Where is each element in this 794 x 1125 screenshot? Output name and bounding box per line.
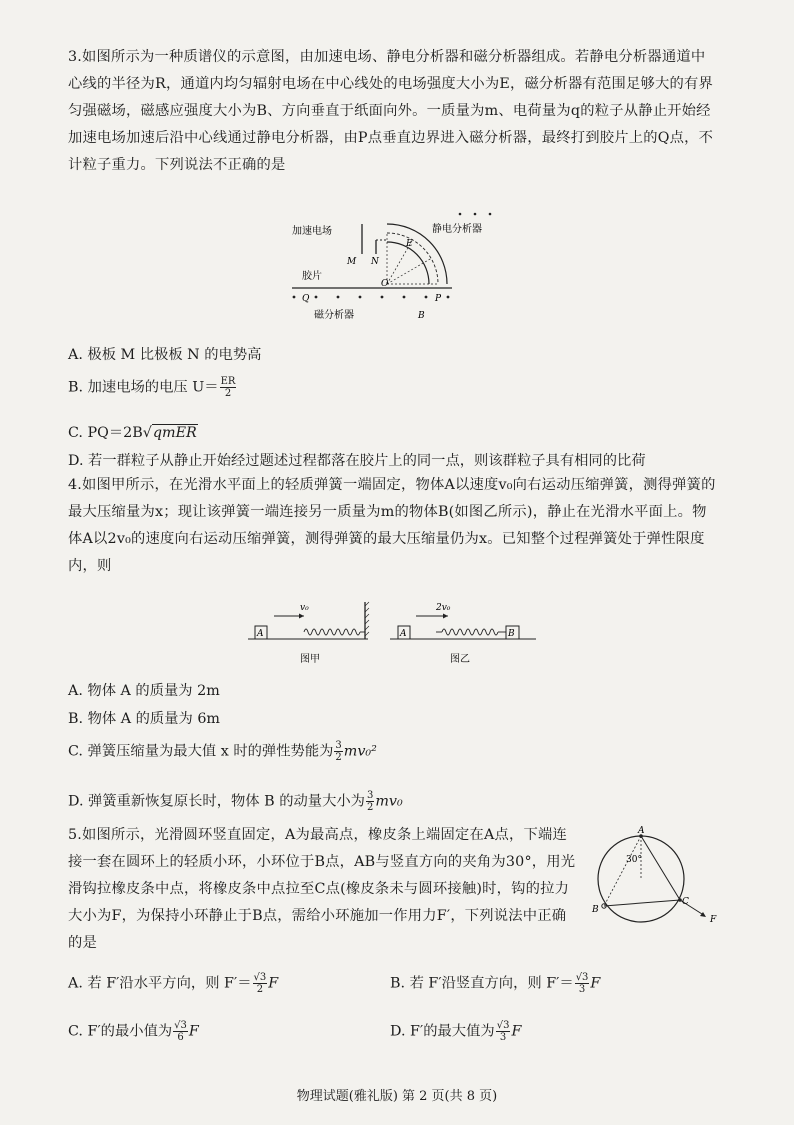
label-C: C <box>682 897 689 907</box>
q5-option-d-suffix: F <box>511 1023 522 1040</box>
q5-option-d-fraction <box>496 1020 511 1043</box>
fraction-denominator: 3 <box>578 984 586 995</box>
accel-label: 加速电场 <box>292 226 332 237</box>
q4-option-d-suffix: mv₀ <box>375 793 403 810</box>
label-N: N <box>371 257 379 267</box>
fraction-numerator: 3 <box>366 790 374 801</box>
q4-stem: 4.如图甲所示，在光滑水平面上的轻质弹簧一端固定，物体A以速度v₀向右运动压缩弹簧，测得弹簧的最大压缩量为x；现让该弹簧一端连接另一质量为m的物体B(如图乙所示)，静止在光滑水平面上。物体A以2v₀的速度向右运动压缩弹簧，测得弹簧的最大压缩量仍为x。已知整个过程弹簧处于弹性限度内，则 <box>68 477 716 574</box>
fraction-denominator: 6 <box>177 1032 184 1043</box>
fraction-denominator: 2 <box>335 752 342 763</box>
q5-option-c-text: C. F′的最小值为 <box>68 1023 173 1040</box>
q5-option-b-suffix: F <box>590 975 601 992</box>
q4-option-c-fraction <box>334 740 342 763</box>
fig-b-caption: 图乙 <box>450 654 470 665</box>
q5-option-b <box>390 972 600 995</box>
fraction-numerator: ER <box>220 376 236 387</box>
fraction-denominator: 2 <box>224 388 232 399</box>
q4-option-c-suffix: mv₀² <box>343 743 377 760</box>
film-label: 胶片 <box>302 271 322 282</box>
fig-b-label-A: A <box>400 629 407 639</box>
q3-stem: 3.如图所示为一种质谱仪的示意图，由加速电场、静电分析器和磁分析器组成。若静电分析器通道中心线的半径为R，通道内均匀辐射电场在中心线处的电场强度大小为E，磁分析器有范围足够大的有界匀强磁场，磁感应强度大小为B、方向垂直于纸面向外。一质量为m、电荷量为q的粒子从静止开始经加速电场加速后沿中心线通过静电分析器，由P点垂直边界进入磁分析器，最终打到胶片上的Q点，不计粒子重力。下列说法不正确的是 <box>68 49 714 173</box>
page-footer: 物理试题(雅礼版) 第 2 页(共 8 页) <box>296 1089 498 1104</box>
q5-figure <box>586 822 726 927</box>
q4-option-b: B. 物体 A 的质量为 6m <box>68 711 220 727</box>
fraction-numerator: √3 <box>253 972 267 983</box>
fraction-denominator: 2 <box>256 984 264 995</box>
fig-a-label-A: A <box>257 629 264 639</box>
q3-option-c-text: C. PQ＝2B <box>68 425 143 441</box>
fig-a-caption: 图甲 <box>300 654 320 665</box>
radicand: qmER <box>152 425 197 441</box>
fig-b-velocity: 2v₀ <box>436 603 451 613</box>
fraction-denominator: 2 <box>366 802 374 813</box>
q4-option-d-fraction <box>366 790 374 813</box>
label-E: E <box>406 239 413 249</box>
label-M: M <box>347 257 357 267</box>
q4-option-d <box>68 790 403 813</box>
q5-option-b-fraction <box>575 972 590 995</box>
q4-figure <box>248 594 538 666</box>
label-A: A <box>638 826 645 836</box>
fraction-numerator: 3 <box>335 740 342 751</box>
q5-option-c <box>68 1020 199 1043</box>
label-Q: Q <box>302 294 310 304</box>
fig-a-velocity: v₀ <box>300 603 309 613</box>
angle-label: 30° <box>626 855 642 865</box>
q3-option-a: A. 极板 M 比极板 N 的电势高 <box>68 347 262 363</box>
q5-option-c-suffix: F <box>188 1023 199 1040</box>
q3-option-b-fraction <box>220 376 237 399</box>
electro-label: 静电分析器 <box>432 224 482 235</box>
q5-option-d <box>390 1020 521 1043</box>
q5-option-a-text: A. 若 F′沿水平方向，则 F′＝ <box>68 975 252 992</box>
q3-figure <box>282 212 512 327</box>
q3-option-b <box>68 376 237 399</box>
q5-option-b-text: B. 若 F′沿竖直方向，则 F′＝ <box>390 975 574 992</box>
fraction-denominator: 3 <box>499 1032 507 1043</box>
q5-option-a-suffix: F <box>268 975 279 992</box>
q5-option-a-fraction <box>253 972 268 995</box>
label-O: O <box>381 279 389 289</box>
q3-option-b-text: B. 加速电场的电压 U＝ <box>68 379 219 396</box>
label-F: F <box>710 915 717 925</box>
q4-option-d-text: D. 弹簧重新恢复原长时，物体 B 的动量大小为 <box>68 793 365 810</box>
q4-option-a: A. 物体 A 的质量为 2m <box>68 683 220 699</box>
q5-option-a <box>68 972 278 995</box>
q5-option-d-text: D. F′的最大值为 <box>390 1023 495 1040</box>
q4-option-c-text: C. 弹簧压缩量为最大值 x 时的弹性势能为 <box>68 743 334 760</box>
label-B: B <box>592 905 599 915</box>
fig-b-label-B: B <box>508 629 515 639</box>
q3-option-d: D. 若一群粒子从静止开始经过题述过程都落在胶片上的同一点，则该群粒子具有相同的比荷 <box>68 453 646 469</box>
q4-option-c <box>68 740 377 763</box>
q3-option-c: C. PQ＝2B√qmER <box>68 425 197 441</box>
q5-stem: 5.如图所示，光滑圆环竖直固定，A为最高点，橡皮条上端固定在A点，下端连接一套在圆环上的轻质小环，小环位于B点，AB与竖直方向的夹角为30°，用光滑钩拉橡皮条中点，将橡皮条中点拉至C点(橡皮条未与圆环接触)时，钩的拉力大小为F，为保持小环静止于B点，需给小环施加一作用力F′，下列说法中正确的是 <box>68 827 576 951</box>
q5-option-c-fraction <box>173 1020 188 1043</box>
magnet-label: 磁分析器 <box>314 310 354 321</box>
label-B: B <box>418 311 425 321</box>
label-P: P <box>435 294 442 304</box>
fraction-numerator: √3 <box>496 1020 510 1031</box>
fraction-numerator: √3 <box>575 972 589 983</box>
fraction-numerator: √3 <box>174 1020 187 1031</box>
